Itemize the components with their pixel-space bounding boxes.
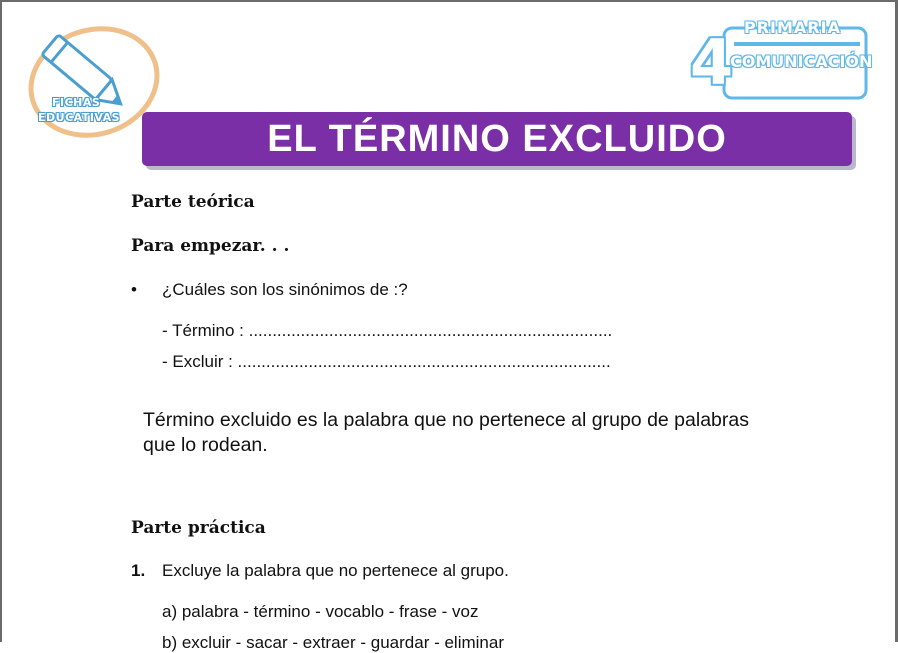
bullet-icon: • (131, 280, 137, 299)
subject-label: COMUNICACIÓN (730, 52, 873, 71)
level-label: PRIMARIA (744, 18, 841, 37)
page-title: EL TÉRMINO EXCLUIDO (267, 117, 727, 160)
synonym-line-termino: - Término : ............................................................................. (162, 321, 613, 340)
section-theory-heading: Parte teórica (131, 192, 255, 212)
logo-text-line2: EDUCATIVAS (38, 111, 121, 124)
definition-text: Término excluido es la palabra que no pertenece al grupo de palabras que lo rodean. (143, 409, 749, 456)
section-practice-heading: Parte práctica (131, 518, 266, 538)
synonym-line-excluir: - Excluir : ............................................................................... (162, 352, 611, 371)
grade-subject-logo (688, 18, 872, 104)
exercise-option-b: b) excluir - sacar - extraer - guardar - eliminar (162, 633, 504, 652)
question-text: ¿Cuáles son los sinónimos de :? (162, 280, 408, 299)
intro-heading: Para empezar. . . (131, 236, 290, 256)
title-banner (142, 112, 852, 166)
grade-number: 4 (690, 26, 734, 99)
exercise-instruction: Excluye la palabra que no pertenece al grupo. (162, 561, 509, 580)
logo-text-line1: FICHAS (52, 96, 101, 109)
exercise-number: 1. (131, 561, 146, 580)
exercise-option-a: a) palabra - término - vocablo - frase - voz (162, 602, 479, 621)
